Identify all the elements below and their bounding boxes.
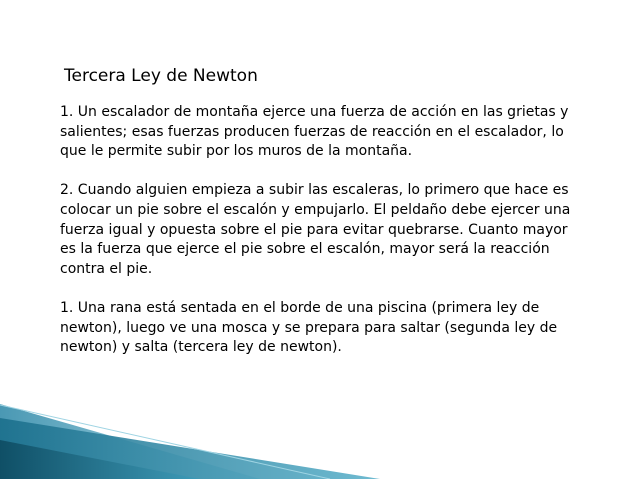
paragraph-frog: 1. Una rana está sentada en el borde de una piscina (primera ley de newton), luego ve una mosca y se prepara para saltar (segunda ley de newton) y salta (tercera ley de newton). — [60, 299, 558, 356]
corner-swoosh-dark — [0, 440, 200, 479]
corner-line — [0, 405, 330, 479]
paragraph-stairs: 2. Cuando alguien empieza a subir las escaleras, lo primero que hace es colocar un pie sobre el escalón y empujarlo. El peldaño debe ejercer una fuerza igual y opuesta sobre el pie para evitar quebrarse. Cuanto mayor es la fuerza que ejerce el pie sobre el escalón, mayor será la reacción contra el pie. — [60, 182, 571, 277]
corner-swoosh-mid — [0, 418, 380, 479]
slide-title: Tercera Ley de Newton — [64, 66, 258, 86]
corner-swoosh-light — [0, 404, 260, 479]
paragraph-climber: 1. Un escalador de montaña ejerce una fuerza de acción en las grietas y salientes; esas fuerzas producen fuerzas de reacción en el escalador, lo que le permite subir por los muros de la montaña. — [60, 104, 569, 160]
slide-body — [60, 103, 585, 358]
